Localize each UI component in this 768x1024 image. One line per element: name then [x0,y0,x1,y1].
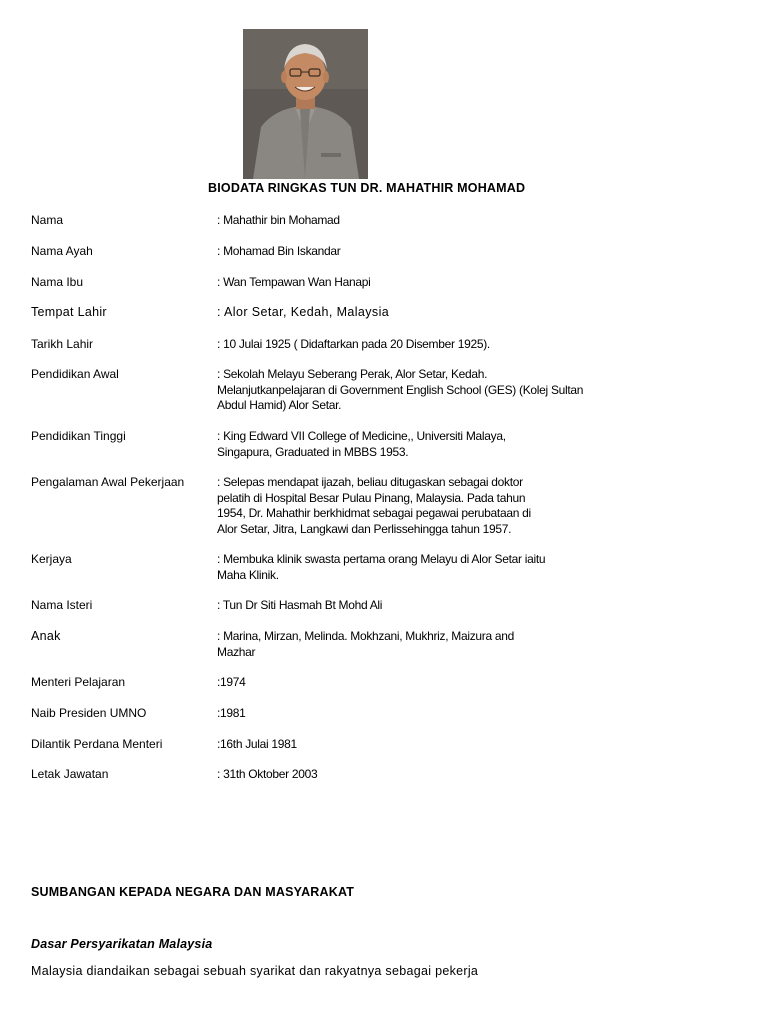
field-value [217,337,490,353]
field-label: Naib Presiden UMNO [31,706,147,720]
field-label: Kerjaya [31,552,72,566]
field-value [217,767,317,783]
field-label: Menteri Pelajaran [31,675,126,689]
field-value [217,675,246,691]
field-value [217,552,545,583]
field-label: Tarikh Lahir [31,337,94,351]
value-line: : Wan Tempawan Wan Hanapi [217,275,371,289]
field-label: Letak Jawatan [31,767,109,781]
field-label: Anak [31,629,61,643]
value-line: Melanjutkanpelajaran di Government English School (GES) (Kolej Sultan [217,382,584,397]
value-line: : Sekolah Melayu Seberang Perak, Alor Setar, Kedah. [217,367,488,381]
portrait-illustration [243,29,368,179]
sub-heading: Dasar Persyarikatan Malaysia [31,937,213,951]
value-line: Mazhar [217,644,256,659]
value-line: : Alor Setar, Kedah, Malaysia [217,305,390,319]
value-line: : Mahathir bin Mohamad [217,213,340,227]
value-line: Alor Setar, Jitra, Langkawi dan Perlissehingga tahun 1957. [217,521,512,536]
value-line: : 10 Julai 1925 ( Didaftarkan pada 20 Disember 1925). [217,337,490,351]
field-label: Nama Isteri [31,598,93,612]
value-line: :16th Julai 1981 [217,737,297,751]
document-title: BIODATA RINGKAS TUN DR. MAHATHIR MOHAMAD [208,181,526,195]
portrait-photo [243,29,368,179]
value-line: Singapura, Graduated in MBBS 1953. [217,444,409,459]
field-label: Nama [31,213,64,227]
value-line: : King Edward VII College of Medicine,, Universiti Malaya, [217,429,506,443]
value-line: : 31th Oktober 2003 [217,767,318,781]
body-paragraph: Malaysia diandaikan sebagai sebuah syarikat dan rakyatnya sebagai pekerja [31,964,479,978]
field-value [217,737,297,753]
field-value [217,275,370,291]
field-value [217,305,389,321]
field-value [217,429,506,460]
field-label: Nama Ayah [31,244,93,258]
field-label: Pendidikan Tinggi [31,429,126,443]
field-value [217,244,340,260]
field-value [217,475,531,537]
field-value [217,598,382,614]
field-label: Pengalaman Awal Pekerjaan [31,475,185,489]
value-line: Maha Klinik. [217,567,279,582]
field-label: Tempat Lahir [31,305,107,319]
value-line: :1974 [217,675,246,689]
value-line: : Marina, Mirzan, Melinda. Mokhzani, Mukhriz, Maizura and [217,629,515,643]
value-line: Abdul Hamid) Alor Setar. [217,398,342,412]
value-line: 1954, Dr. Mahathir berkhidmat sebagai pegawai perubataan di [217,506,531,520]
field-value [217,367,583,414]
value-line: pelatih di Hospital Besar Pulau Pinang, Malaysia. Pada tahun [217,490,526,505]
field-value [217,706,246,722]
value-line: :1981 [217,706,246,720]
field-value [217,629,514,660]
section-heading: SUMBANGAN KEPADA NEGARA DAN MASYARAKAT [31,885,355,899]
field-value [217,213,340,229]
value-line: : Tun Dr Siti Hasmah Bt Mohd Ali [217,598,383,612]
field-label: Nama Ibu [31,275,84,289]
value-line: : Mohamad Bin Iskandar [217,244,341,258]
value-line: : Membuka klinik swasta pertama orang Melayu di Alor Setar iaitu [217,552,546,566]
value-line: : Selepas mendapat ijazah, beliau ditugaskan sebagai doktor [217,475,523,489]
field-label: Dilantik Perdana Menteri [31,737,163,751]
field-label: Pendidikan Awal [31,367,119,381]
